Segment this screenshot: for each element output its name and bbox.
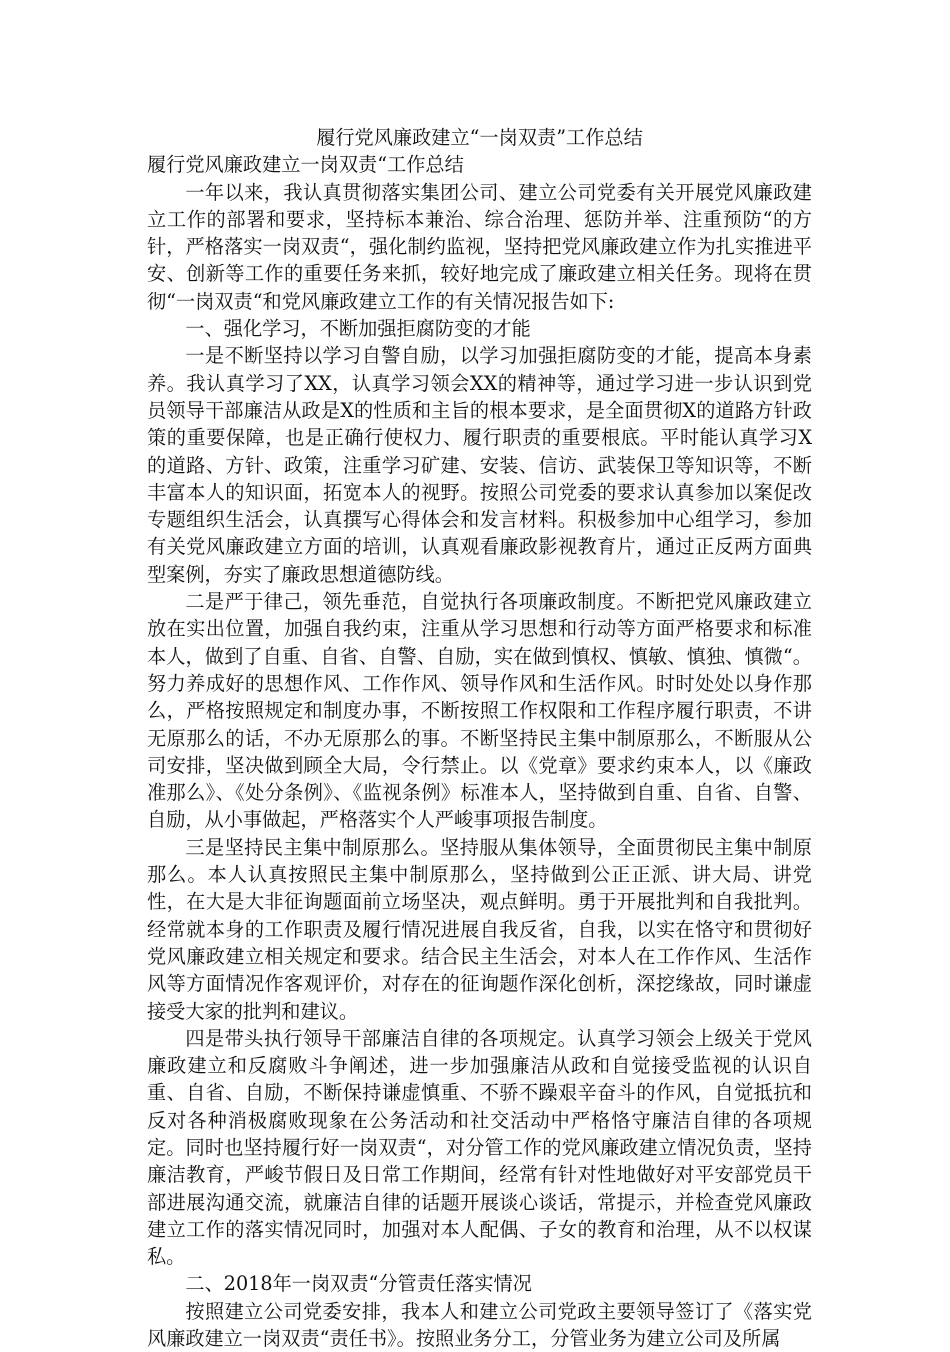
body-paragraph-1: 一是不断坚持以学习自警自励，以学习加强拒腐防变的才能，提高本身素养。我认真学习了XX，认真学习领会XX的精神等，通过学习进一步认识到党员领导干部廉洁从政是X的性质和主旨的根本要求，是全面贯彻X的道路方针政策的重要保障，也是正确行使权力、履行职责的重要根底。平时能认真学习X的道路、方针、政策，注重学习矿建、安装、信访、武装保卫等知识等，不断丰富本人的知识面，拓宽本人的视野。按照公司党委的要求认真参加以案促改专题组织生活会，认真撰写心得体会和发言材料。积极参加中心组学习，参加有关党风廉政建立方面的培训，认真观看廉政影视教育片，通过正反两方面典型案例，夯实了廉政思想道德防线。 <box>147 344 812 586</box>
body-paragraph-4: 四是带头执行领导干部廉洁自律的各项规定。认真学习领会上级关于党风廉政建立和反腐败斗争阐述，进一步加强廉洁从政和自觉接受监视的认识自重、自省、自励，不断保持谦虚慎重、不骄不躁艰辛奋斗的作风，自觉抵抗和反对各种消极腐败现象在公务活动和社交活动中严格恪守廉洁自律的各项规定。同时也坚持履行好一岗双责“，对分管工作的党风廉政建立情况负责，坚持廉洁教育，严峻节假日及日常工作期间，经常有针对性地做好对平安部党员干部进展沟通交流，就廉洁自律的话题开展谈心谈话，常提示，并检查党风廉政建立工作的落实情况同时，加强对本人配偶、子女的教育和治理，从不以权谋私。 <box>147 1026 812 1269</box>
intro-paragraph: 一年以来，我认真贯彻落实集团公司、建立公司党委有关开展党风廉政建立工作的部署和要求，坚持标本兼治、综合治理、惩防并举、注重预防“的方针，严格落实一岗双责“，强化制约监视，坚持把党风廉政建立作为扎实推进平安、创新等工作的重要任务来抓，较好地完成了廉政建立相关任务。现将在贯彻“一岗双责“和党风廉政建立工作的有关情况报告如下: <box>147 180 812 313</box>
body-paragraph-3: 三是坚持民主集中制原那么。坚持服从集体领导，全面贯彻民主集中制原那么。本人认真按照民主集中制原那么，坚持做到公正正派、讲大局、讲党性，在大是大非征询题面前立场坚决，观点鲜明。勇于开展批判和自我批判。经常就本身的工作职责及履行情况进展自我反省，自我，以实在恪守和贯彻好党风廉政建立相关规定和要求。结合民主生活会，对本人在工作作风、生活作风等方面情况作客观评价，对存在的征询题作深化创析，深挖缘故，同时谦虚接受大家的批判和建议。 <box>147 835 812 1023</box>
section-heading-1: 一、强化学习，不断加强拒腐防变的才能 <box>185 317 531 341</box>
document-title: 履行党风廉政建立“一岗双责”工作总结 <box>316 126 643 149</box>
document-page <box>147 124 812 1352</box>
section-heading-2: 二、2018年一岗双责“分管责任落实情况 <box>185 1272 532 1296</box>
body-paragraph-2: 二是严于律己，领先垂范，自觉执行各项廉政制度。不断把党风廉政建立放在实出位置，加强自我约束，注重从学习思想和行动等方面严格要求和标准本人，做到了自重、自省、自警、自励，实在做到慎权、慎敏、慎独、慎微“。努力养成好的思想作风、工作作风、领导作风和生活作风。时时处处以身作那么，严格按照规定和制度办事，不断按照工作权限和工作程序履行职责，不讲无原那么的话，不办无原那么的事。不断坚持民主集中制原那么，不断服从公司安排，坚决做到顾全大局，令行禁止。以《党章》要求约束本人，以《廉政准那么》、《处分条例》、《监视条例》标准本人，坚持做到自重、自省、自警、自励，从小事做起，严格落实个人严峻事项报告制度。 <box>147 590 812 832</box>
body-paragraph-5: 按照建立公司党委安排，我本人和建立公司党政主要领导签订了《落实党风廉政建立一岗双责“责任书》。按照业务分工，分管业务为建立公司及所属 <box>147 1299 812 1351</box>
document-subtitle: 履行党风廉政建立一岗双责“工作总结 <box>147 153 464 177</box>
